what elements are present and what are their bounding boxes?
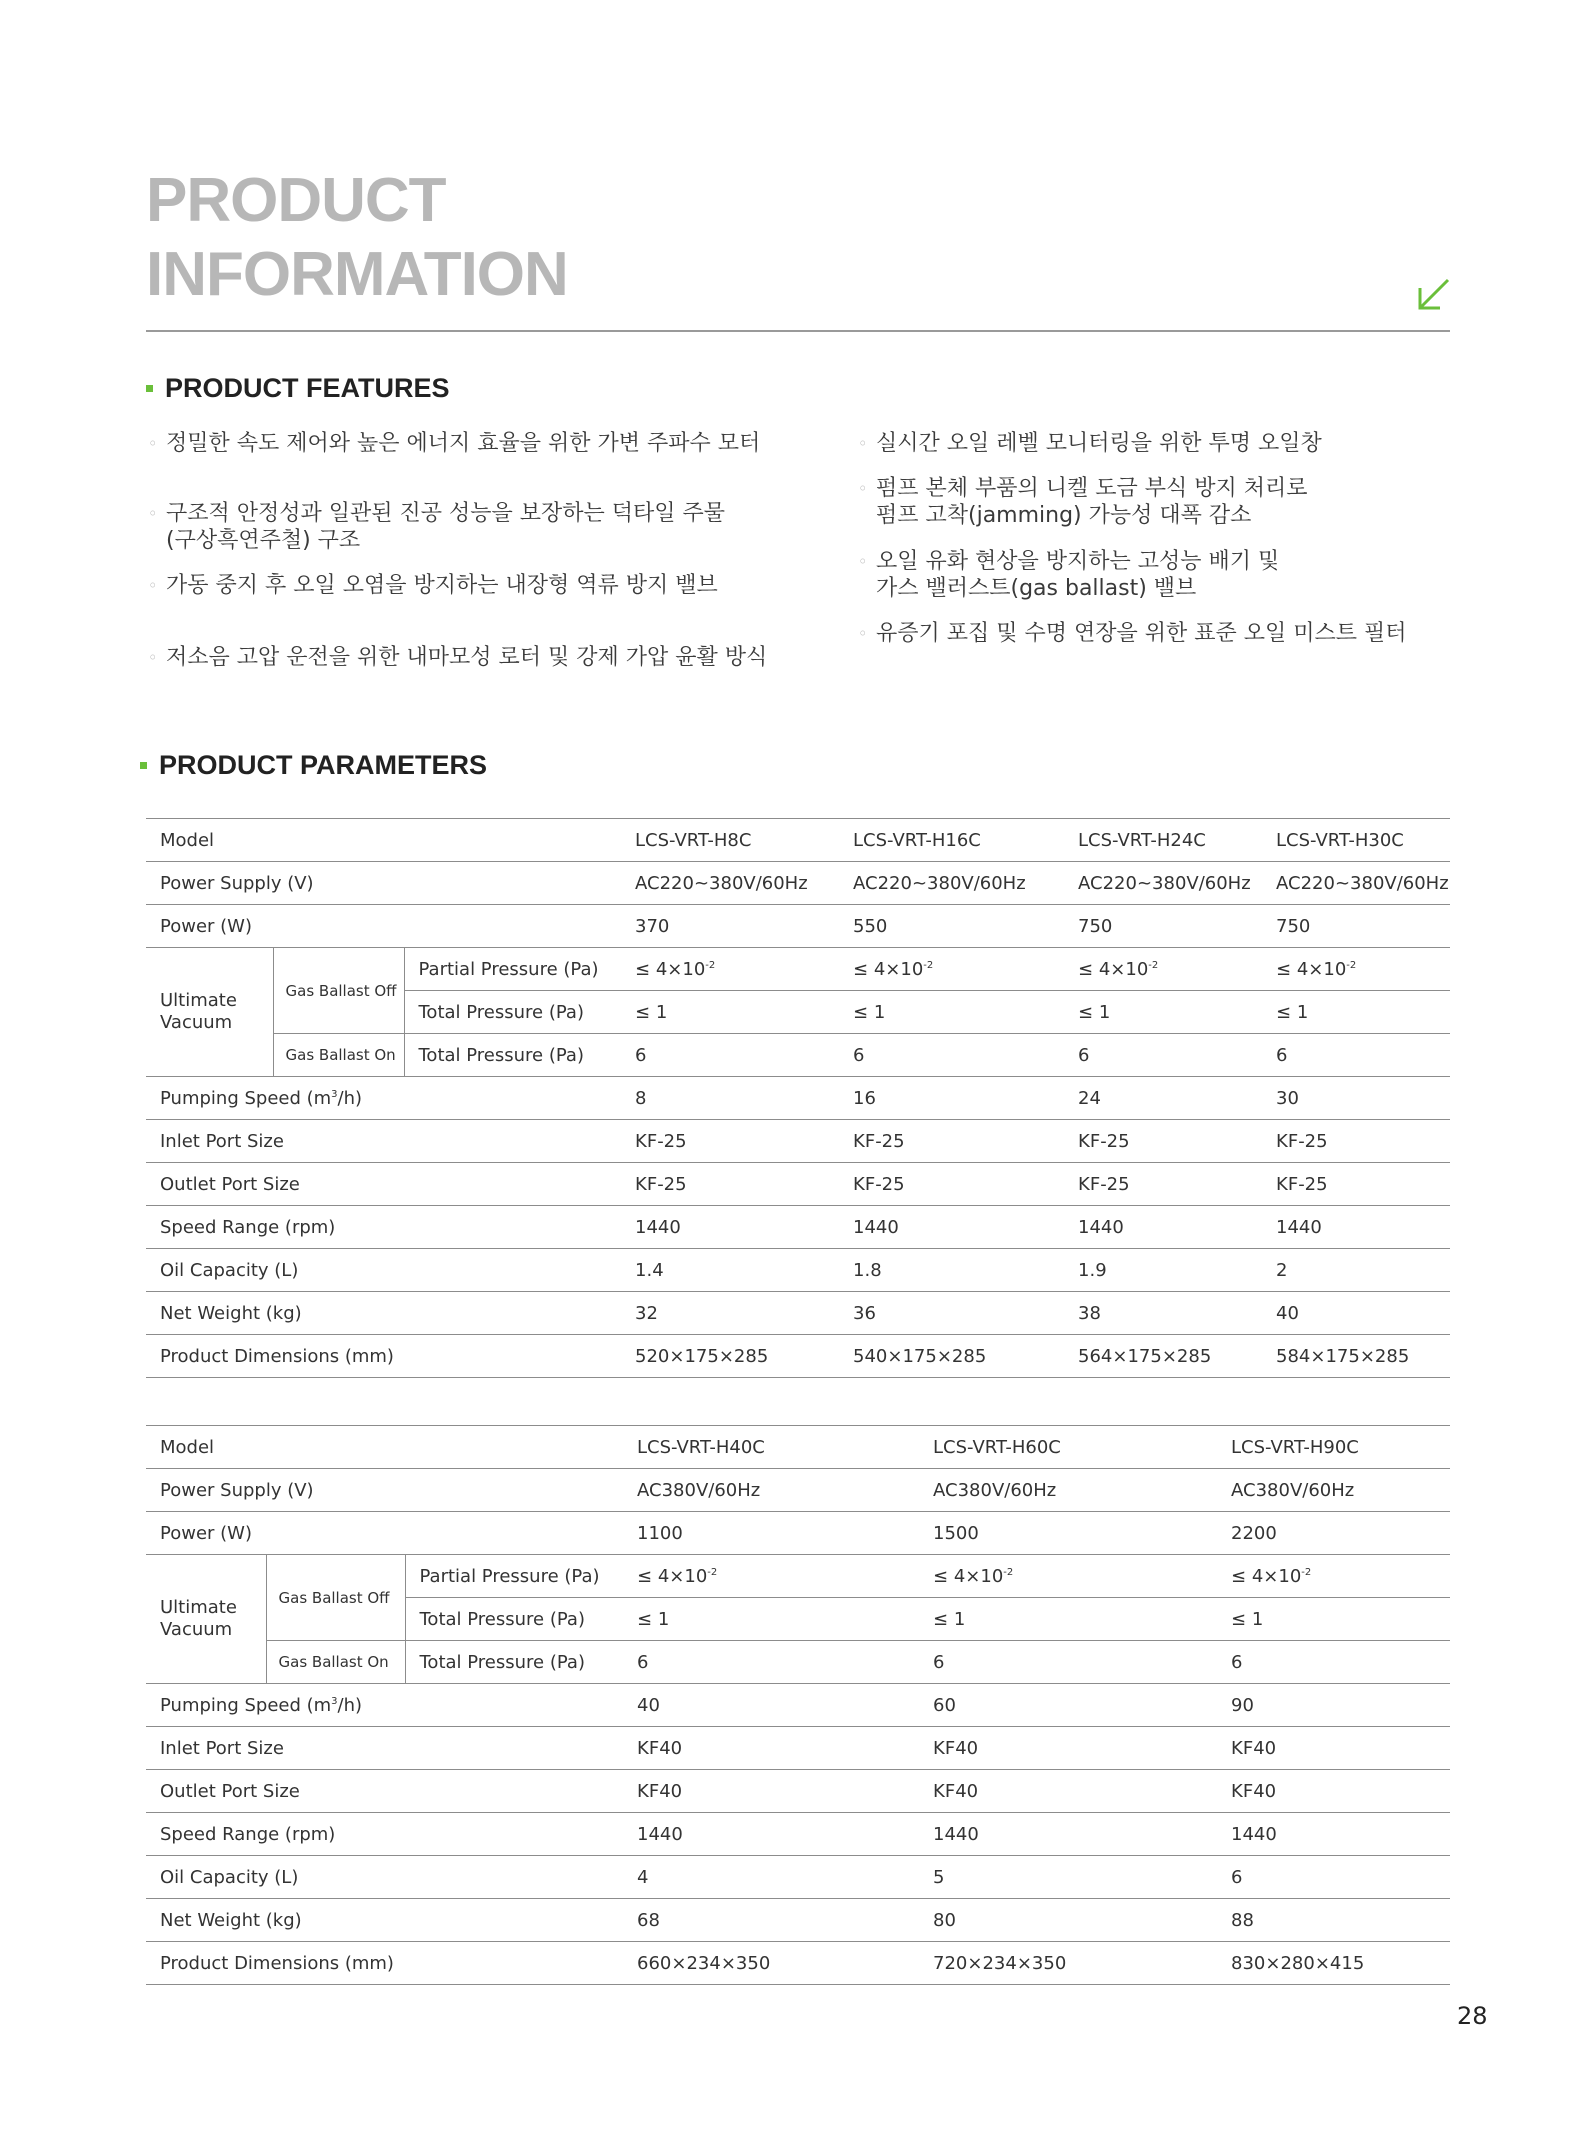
inlet-port-value: KF-25 (1064, 1120, 1262, 1163)
total-pressure-off-value: ≤ 1 (839, 991, 1064, 1034)
speed-range-value: 1440 (623, 1813, 919, 1856)
net-weight-label: Net Weight (kg) (146, 1899, 623, 1942)
bullet-dot-icon: ◦ (858, 552, 868, 571)
power-supply-label: Power Supply (V) (146, 862, 621, 905)
total-pressure-on-value: 6 (839, 1034, 1064, 1077)
title-divider (146, 330, 1450, 332)
partial-pressure-label: Partial Pressure (Pa) (405, 1555, 623, 1598)
outlet-port-label: Outlet Port Size (146, 1163, 621, 1206)
total-pressure-label: Total Pressure (Pa) (404, 991, 621, 1034)
dimensions-label: Product Dimensions (mm) (146, 1942, 623, 1985)
dimensions-label: Product Dimensions (mm) (146, 1335, 621, 1378)
total-pressure-on-value: 6 (1262, 1034, 1450, 1077)
table-row (146, 1469, 1450, 1512)
total-pressure-off-value: ≤ 1 (919, 1598, 1217, 1641)
speed-range-value: 1440 (621, 1206, 839, 1249)
power-supply-value: AC220~380V/60Hz (1064, 862, 1262, 905)
table-row (146, 1249, 1450, 1292)
outlet-port-value: KF-25 (839, 1163, 1064, 1206)
features-heading-text: PRODUCT FEATURES (165, 373, 450, 403)
feature-text: 오일 유화 현상을 방지하는 고성능 배기 및 가스 밸러스트(gas ballast) 밸브 (876, 549, 1280, 601)
power-supply-value: AC220~380V/60Hz (621, 862, 839, 905)
ultimate-vacuum-label: Ultimate Vacuum (146, 948, 273, 1077)
parameters-heading (140, 750, 487, 781)
net-weight-value: 40 (1262, 1292, 1450, 1335)
gas-ballast-on-label: Gas Ballast On (266, 1641, 405, 1684)
total-pressure-on-value: 6 (621, 1034, 839, 1077)
partial-pressure-label: Partial Pressure (Pa) (404, 948, 621, 991)
total-pressure-on-value: 6 (919, 1641, 1217, 1684)
inlet-port-value: KF40 (623, 1727, 919, 1770)
table-row (146, 1899, 1450, 1942)
power-value: 1100 (623, 1512, 919, 1555)
net-weight-value: 68 (623, 1899, 919, 1942)
page-title (146, 164, 568, 312)
feature-item (148, 644, 768, 671)
inlet-port-value: KF-25 (621, 1120, 839, 1163)
pumping-speed-value: 40 (623, 1684, 919, 1727)
feature-text: 저소음 고압 운전을 위한 내마모성 로터 및 강제 가압 윤활 방식 (166, 645, 768, 670)
total-pressure-off-value: ≤ 1 (621, 991, 839, 1034)
oil-capacity-value: 1.4 (621, 1249, 839, 1292)
feature-text: 실시간 오일 레벨 모니터링을 위한 투명 오일창 (876, 431, 1322, 456)
feature-text: 가동 중지 후 오일 오염을 방지하는 내장형 역류 방지 밸브 (166, 573, 718, 598)
bullet-dot-icon: ◦ (858, 434, 868, 453)
oil-capacity-value: 6 (1217, 1856, 1450, 1899)
total-pressure-label: Total Pressure (Pa) (405, 1598, 623, 1641)
superscript: -2 (923, 959, 934, 971)
power-supply-label: Power Supply (V) (146, 1469, 623, 1512)
table-row (146, 819, 1450, 862)
superscript: -2 (1148, 959, 1159, 971)
pumping-speed-label: Pumping Speed $(m^3/h)$ (146, 1077, 621, 1120)
parameters-table-2 (146, 1425, 1450, 1985)
oil-capacity-value: 2 (1262, 1249, 1450, 1292)
bullet-dot-icon: ◦ (148, 434, 158, 453)
gas-ballast-on-label: Gas Ballast On (273, 1034, 404, 1077)
feature-text: 구조적 안정성과 일관된 진공 성능을 보장하는 덕타일 주물 (구상흑연주철) 구조 (166, 501, 726, 553)
partial-pressure-value: ≤ $4\times 10^{-2}$ (623, 1555, 919, 1598)
total-pressure-label: Total Pressure (Pa) (404, 1034, 621, 1077)
bullet-square-icon (140, 762, 147, 769)
power-value: 1500 (919, 1512, 1217, 1555)
page-title-line1: PRODUCT (146, 166, 446, 235)
model-value: LCS-VRT-H8C (621, 819, 839, 862)
inlet-port-value: KF-25 (1262, 1120, 1450, 1163)
inlet-port-value: KF-25 (839, 1120, 1064, 1163)
total-pressure-off-value: ≤ 1 (1262, 991, 1450, 1034)
power-label: Power (W) (146, 1512, 623, 1555)
power-supply-value: AC380V/60Hz (919, 1469, 1217, 1512)
superscript: 3 (331, 1088, 338, 1100)
parameters-table-1 (146, 818, 1450, 1378)
table-row (146, 1335, 1450, 1378)
outlet-port-value: KF-25 (621, 1163, 839, 1206)
gas-ballast-off-label: Gas Ballast Off (273, 948, 404, 1034)
total-pressure-on-value: 6 (623, 1641, 919, 1684)
model-label: Model (146, 819, 621, 862)
superscript: -2 (1003, 1566, 1014, 1578)
feature-text: 유증기 포집 및 수명 연장을 위한 표준 오일 미스트 필터 (876, 621, 1407, 646)
speed-range-value: 1440 (1262, 1206, 1450, 1249)
superscript: -2 (705, 959, 716, 971)
oil-capacity-value: 1.8 (839, 1249, 1064, 1292)
superscript: -2 (1301, 1566, 1312, 1578)
oil-capacity-value: 4 (623, 1856, 919, 1899)
table-row (146, 948, 1450, 991)
table-row (146, 1206, 1450, 1249)
power-value: 2200 (1217, 1512, 1450, 1555)
pumping-speed-value: 8 (621, 1077, 839, 1120)
speed-range-label: Speed Range (rpm) (146, 1813, 623, 1856)
inlet-port-label: Inlet Port Size (146, 1727, 623, 1770)
outlet-port-value: KF40 (919, 1770, 1217, 1813)
net-weight-value: 80 (919, 1899, 1217, 1942)
dimensions-value: 584×175×285 (1262, 1335, 1450, 1378)
outlet-port-value: KF40 (623, 1770, 919, 1813)
partial-pressure-value: ≤ $4\times 10^{-2}$ (1262, 948, 1450, 991)
model-value: LCS-VRT-H60C (919, 1426, 1217, 1469)
net-weight-label: Net Weight (kg) (146, 1292, 621, 1335)
feature-item (858, 430, 1322, 457)
total-pressure-off-value: ≤ 1 (623, 1598, 919, 1641)
feature-text: 정밀한 속도 제어와 높은 에너지 효율을 위한 가변 주파수 모터 (166, 431, 761, 456)
model-value: LCS-VRT-H30C (1262, 819, 1450, 862)
total-pressure-label: Total Pressure (Pa) (405, 1641, 623, 1684)
power-supply-value: AC380V/60Hz (1217, 1469, 1450, 1512)
dimensions-value: 720×234×350 (919, 1942, 1217, 1985)
table-row (146, 1163, 1450, 1206)
oil-capacity-value: 1.9 (1064, 1249, 1262, 1292)
table-row (146, 1292, 1450, 1335)
power-label: Power (W) (146, 905, 621, 948)
oil-capacity-label: Oil Capacity (L) (146, 1249, 621, 1292)
outlet-port-value: KF-25 (1262, 1163, 1450, 1206)
table-row (146, 1813, 1450, 1856)
bullet-dot-icon: ◦ (148, 576, 158, 595)
partial-pressure-value: ≤ $4\times 10^{-2}$ (1064, 948, 1262, 991)
partial-pressure-value: ≤ $4\times 10^{-2}$ (1217, 1555, 1450, 1598)
gas-ballast-off-label: Gas Ballast Off (266, 1555, 405, 1641)
net-weight-value: 32 (621, 1292, 839, 1335)
inlet-port-value: KF40 (919, 1727, 1217, 1770)
superscript: -2 (707, 1566, 718, 1578)
pumping-speed-value: 30 (1262, 1077, 1450, 1120)
power-value: 750 (1262, 905, 1450, 948)
bullet-dot-icon: ◦ (858, 479, 868, 498)
inlet-port-value: KF40 (1217, 1727, 1450, 1770)
speed-range-label: Speed Range (rpm) (146, 1206, 621, 1249)
total-pressure-off-value: ≤ 1 (1064, 991, 1262, 1034)
outlet-port-value: KF-25 (1064, 1163, 1262, 1206)
oil-capacity-label: Oil Capacity (L) (146, 1856, 623, 1899)
table-row (146, 1684, 1450, 1727)
outlet-port-value: KF40 (1217, 1770, 1450, 1813)
model-label: Model (146, 1426, 623, 1469)
dimensions-value: 540×175×285 (839, 1335, 1064, 1378)
feature-item (148, 500, 726, 554)
page-number: 28 (1457, 2002, 1488, 2030)
table-row (146, 862, 1450, 905)
dimensions-value: 564×175×285 (1064, 1335, 1262, 1378)
partial-pressure-value: ≤ $4\times 10^{-2}$ (839, 948, 1064, 991)
table-row (146, 1942, 1450, 1985)
feature-item (858, 548, 1280, 602)
net-weight-value: 88 (1217, 1899, 1450, 1942)
inlet-port-label: Inlet Port Size (146, 1120, 621, 1163)
features-heading (146, 373, 450, 404)
oil-capacity-value: 5 (919, 1856, 1217, 1899)
pumping-speed-value: 90 (1217, 1684, 1450, 1727)
model-value: LCS-VRT-H40C (623, 1426, 919, 1469)
feature-item (858, 475, 1308, 529)
table-row (146, 1856, 1450, 1899)
model-value: LCS-VRT-H16C (839, 819, 1064, 862)
power-value: 750 (1064, 905, 1262, 948)
page-title-line2: INFORMATION (146, 240, 568, 309)
table-row (146, 1120, 1450, 1163)
table-row (146, 1770, 1450, 1813)
partial-pressure-value: ≤ $4\times 10^{-2}$ (621, 948, 839, 991)
power-value: 370 (621, 905, 839, 948)
superscript: 3 (331, 1695, 338, 1707)
speed-range-value: 1440 (1064, 1206, 1262, 1249)
pumping-speed-value: 60 (919, 1684, 1217, 1727)
power-supply-value: AC380V/60Hz (623, 1469, 919, 1512)
outlet-port-label: Outlet Port Size (146, 1770, 623, 1813)
model-value: LCS-VRT-H24C (1064, 819, 1262, 862)
dimensions-value: 660×234×350 (623, 1942, 919, 1985)
speed-range-value: 1440 (1217, 1813, 1450, 1856)
arrow-down-left-icon (1414, 275, 1454, 315)
power-value: 550 (839, 905, 1064, 948)
net-weight-value: 38 (1064, 1292, 1262, 1335)
total-pressure-on-value: 6 (1064, 1034, 1262, 1077)
table-row (146, 1034, 1450, 1077)
partial-pressure-value: ≤ $4\times 10^{-2}$ (919, 1555, 1217, 1598)
bullet-dot-icon: ◦ (148, 504, 158, 523)
table-row (146, 1426, 1450, 1469)
dimensions-value: 830×280×415 (1217, 1942, 1450, 1985)
parameters-heading-text: PRODUCT PARAMETERS (159, 750, 488, 780)
bullet-dot-icon: ◦ (858, 624, 868, 643)
ultimate-vacuum-label: Ultimate Vacuum (146, 1555, 266, 1684)
model-value: LCS-VRT-H90C (1217, 1426, 1450, 1469)
pumping-speed-value: 16 (839, 1077, 1064, 1120)
feature-text: 펌프 본체 부품의 니켈 도금 부식 방지 처리로 펌프 고착(jamming) 가능성 대폭 감소 (876, 476, 1308, 528)
table-row (146, 1727, 1450, 1770)
feature-item (148, 572, 718, 599)
table-row (146, 905, 1450, 948)
speed-range-value: 1440 (839, 1206, 1064, 1249)
power-supply-value: AC220~380V/60Hz (1262, 862, 1450, 905)
pumping-speed-label: Pumping Speed $(m^3/h)$ (146, 1684, 623, 1727)
net-weight-value: 36 (839, 1292, 1064, 1335)
superscript: -2 (1346, 959, 1357, 971)
table-row (146, 1641, 1450, 1684)
dimensions-value: 520×175×285 (621, 1335, 839, 1378)
table-row (146, 1512, 1450, 1555)
total-pressure-on-value: 6 (1217, 1641, 1450, 1684)
pumping-speed-value: 24 (1064, 1077, 1262, 1120)
total-pressure-off-value: ≤ 1 (1217, 1598, 1450, 1641)
table-row (146, 1555, 1450, 1598)
feature-item (858, 620, 1407, 647)
bullet-square-icon (146, 385, 153, 392)
table-row (146, 1077, 1450, 1120)
bullet-dot-icon: ◦ (148, 648, 158, 667)
power-supply-value: AC220~380V/60Hz (839, 862, 1064, 905)
feature-item (148, 430, 761, 457)
speed-range-value: 1440 (919, 1813, 1217, 1856)
